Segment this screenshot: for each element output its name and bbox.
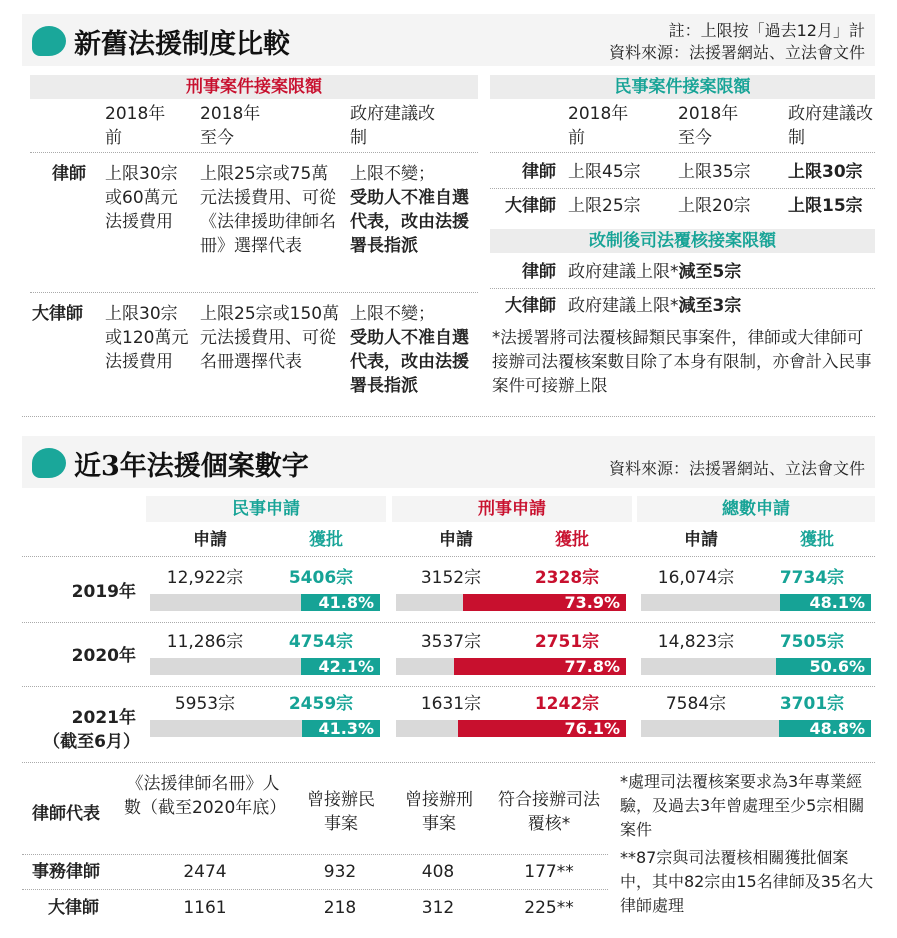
apply-count: 3152宗: [420, 568, 482, 588]
judicial-prefix: 政府建議上限*減至5宗: [568, 262, 742, 282]
h-rep: 律師代表: [32, 804, 100, 824]
approval-rate-bar: [641, 658, 871, 675]
h-list: 《法援律師名冊》人數（截至2020年底）: [124, 774, 287, 818]
criminal-col-now: 2018年至今: [200, 104, 261, 148]
civil-cell-proposal: 上限15宗: [788, 196, 863, 216]
apply-count: 14,823宗: [657, 632, 735, 652]
speech-bubble-icon: [32, 448, 66, 478]
criminal-cell-before: 上限30宗或60萬元法援費用: [105, 164, 178, 232]
approved-count: 7734宗: [779, 568, 845, 588]
civil-cell-before: 上限45宗: [568, 162, 641, 182]
group-criminal: 刑事申請: [392, 496, 632, 522]
rep-jr: 177**: [524, 862, 574, 882]
divider: [490, 188, 875, 189]
section3-note2: **87宗與司法覆核相關獲批個案中，其中82宗由15名律師及35名大律師處理: [620, 848, 874, 915]
divider: [30, 152, 478, 153]
section1-title: 新舊法援制度比較: [74, 29, 290, 60]
section3-note1: *處理司法覆核案要求為3年專業經驗，及過去3年曾處理至少5宗相關案件: [620, 772, 865, 839]
rep-row-label: 事務律師: [32, 862, 100, 882]
criminal-cell-proposal: 上限不變；: [350, 164, 435, 184]
divider: [22, 889, 608, 890]
approval-rate-fill: 41.3%: [302, 720, 380, 737]
judicial-prefix: 政府建議上限*減至3宗: [568, 296, 742, 316]
apply-count: 16,074宗: [657, 568, 735, 588]
year-label-sub: （截至6月）: [43, 732, 140, 752]
criminal-cell-proposal-bold: 受助人不准自選代表，改由法援署長指派: [350, 328, 469, 396]
approval-rate-bar: [641, 594, 871, 611]
approval-rate-bar: [150, 594, 380, 611]
divider: [22, 556, 875, 557]
criminal-cell-proposal-bold: 受助人不准自選代表，改由法援署長指派: [350, 188, 469, 256]
civil-col-before: 2018年前: [568, 104, 629, 148]
rep-jr: 225**: [524, 898, 574, 918]
approval-rate-fill: 48.8%: [779, 720, 871, 737]
civil-col-proposal: 政府建議改制: [788, 104, 873, 148]
divider: [490, 152, 875, 153]
apply-count: 1631宗: [420, 694, 482, 714]
sub-approved: 獲批: [800, 530, 834, 550]
approval-rate-bar: [641, 720, 871, 737]
apply-count: 11,286宗: [166, 632, 244, 652]
approval-rate-fill: 50.6%: [776, 658, 871, 675]
section1-note: 註：上限按「過去12月」計: [668, 21, 865, 40]
approval-rate-bar: [396, 594, 626, 611]
apply-count: 12,922宗: [166, 568, 244, 588]
apply-count: 5953宗: [174, 694, 236, 714]
approval-rate-bar: [150, 658, 380, 675]
criminal-cell-now: 上限25宗或75萬元法援費用、可從《法律援助律師名冊》選擇代表: [200, 164, 336, 256]
year-label: 2019年: [71, 582, 136, 602]
judicial-row-label: 大律師: [505, 296, 556, 316]
rep-count: 1161: [183, 898, 227, 918]
approval-rate-bar: [396, 720, 626, 737]
approval-rate-bar: [396, 658, 626, 675]
divider: [30, 292, 478, 293]
section2-title: 近3年法援個案數字: [74, 451, 309, 482]
judicial-footnote: *法援署將司法覆核歸類民事案件，律師或大律師可接辦司法覆核案數目除了本身有限制，亦會計入民事案件可接辦上限: [492, 328, 872, 395]
approved-count: 7505宗: [779, 632, 845, 652]
criminal-row-label: 大律師: [32, 304, 83, 324]
approval-rate-fill: 41.8%: [301, 594, 380, 611]
criminal-cell-proposal: 上限不變；: [350, 304, 435, 324]
rep-crim: 408: [421, 862, 455, 882]
apply-count: 7584宗: [665, 694, 727, 714]
h-crim: 曾接辦刑事案: [405, 790, 473, 834]
sub-apply: 申請: [193, 530, 227, 550]
divider: [22, 686, 875, 687]
judicial-row-label: 律師: [522, 262, 556, 282]
sub-approved: 獲批: [309, 530, 343, 550]
rep-civil: 932: [323, 862, 357, 882]
civil-cell-now: 上限20宗: [678, 196, 751, 216]
civil-row-label: 大律師: [505, 196, 556, 216]
section-divider: [22, 416, 875, 417]
sub-apply: 申請: [684, 530, 718, 550]
civil-col-now: 2018年至今: [678, 104, 739, 148]
approved-count: 2751宗: [534, 632, 600, 652]
approval-rate-bar: [150, 720, 380, 737]
approved-count: 5406宗: [288, 568, 354, 588]
criminal-col-before: 2018年前: [105, 104, 166, 148]
civil-row-label: 律師: [522, 162, 556, 182]
rep-row-label: 大律師: [48, 898, 99, 918]
rep-civil: 218: [323, 898, 357, 918]
criminal-cell-before: 上限30宗或120萬元法援費用: [105, 304, 189, 372]
approval-rate-fill: 73.9%: [463, 594, 626, 611]
speech-bubble-icon: [32, 26, 66, 56]
approved-count: 3701宗: [779, 694, 845, 714]
approval-rate-fill: 76.1%: [458, 720, 626, 737]
sub-apply: 申請: [439, 530, 473, 550]
divider: [490, 288, 875, 289]
year-label: 2021年: [71, 708, 136, 728]
criminal-table-title: 刑事案件接案限額: [30, 75, 478, 99]
apply-count: 3537宗: [420, 632, 482, 652]
divider: [22, 622, 875, 623]
civil-cell-before: 上限25宗: [568, 196, 641, 216]
approval-rate-fill: 42.1%: [301, 658, 380, 675]
approved-count: 2459宗: [288, 694, 354, 714]
approved-count: 4754宗: [288, 632, 354, 652]
h-jr: 符合接辦司法覆核*: [498, 790, 600, 834]
divider: [22, 854, 608, 855]
approved-count: 2328宗: [534, 568, 600, 588]
h-civil: 曾接辦民事案: [307, 790, 375, 834]
approval-rate-fill: 77.8%: [454, 658, 626, 675]
rep-count: 2474: [183, 862, 227, 882]
civil-cell-now: 上限35宗: [678, 162, 751, 182]
civil-table-title: 民事案件接案限額: [490, 75, 875, 99]
group-total: 總數申請: [637, 496, 875, 522]
section2-source: 資料來源：法援署網站、立法會文件: [608, 459, 865, 478]
criminal-cell-now: 上限25宗或150萬元法援費用、可從名冊選擇代表: [200, 304, 340, 372]
criminal-row-label: 律師: [52, 164, 86, 184]
judicial-table-title: 改制後司法覆核接案限額: [490, 229, 875, 253]
sub-approved: 獲批: [555, 530, 589, 550]
section-divider: [22, 762, 875, 763]
approval-rate-fill: 48.1%: [780, 594, 871, 611]
criminal-col-proposal: 政府建議改制: [350, 104, 435, 148]
approved-count: 1242宗: [534, 694, 600, 714]
section1-source: 資料來源：法援署網站、立法會文件: [608, 43, 865, 62]
rep-crim: 312: [421, 898, 455, 918]
group-civil: 民事申請: [146, 496, 386, 522]
civil-cell-proposal: 上限30宗: [788, 162, 863, 182]
year-label: 2020年: [71, 646, 136, 666]
